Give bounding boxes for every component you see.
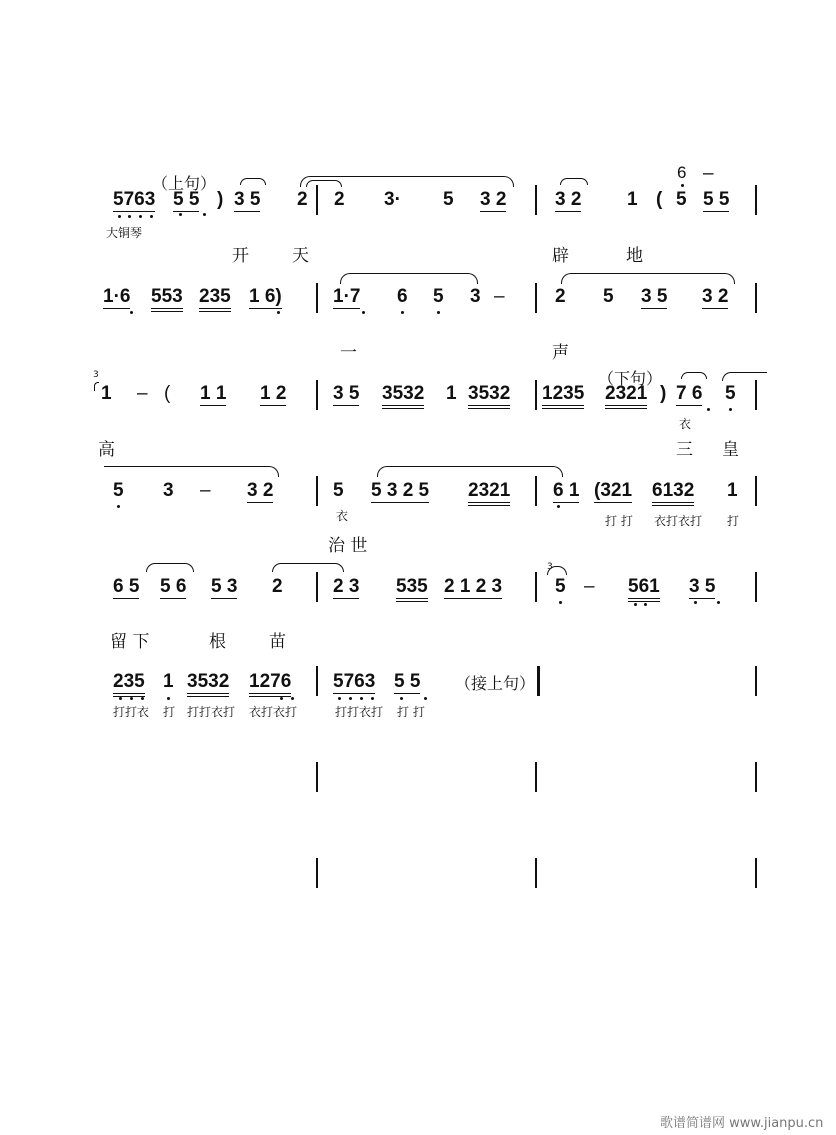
slur <box>340 273 478 284</box>
barline <box>535 476 537 506</box>
note-group: 6 1 <box>553 480 580 501</box>
perc-label: 衣打衣打 <box>249 705 298 719</box>
barline <box>755 666 757 696</box>
lyric: 苗 <box>269 632 286 652</box>
note: 6 <box>677 163 687 182</box>
note-group: 2321 <box>468 480 510 506</box>
instrument-label: 大铜琴 <box>106 226 143 240</box>
note: 5 <box>555 576 566 597</box>
note-group: 3 2 <box>555 189 582 210</box>
note-group: 1 6) <box>249 286 282 307</box>
note: 5 <box>113 480 124 501</box>
paren: ) <box>217 189 224 210</box>
note: 2 <box>334 189 345 210</box>
note-group: 3 5 <box>333 383 360 404</box>
note-group: 3 2 <box>702 286 729 307</box>
barline <box>755 185 757 215</box>
label-jie-shang-ju: （接上句） <box>455 674 536 693</box>
tie <box>306 180 342 187</box>
slur <box>681 372 707 379</box>
paren: ( <box>656 189 663 210</box>
note: 5 <box>333 480 344 501</box>
barline <box>316 283 318 313</box>
barline <box>755 476 757 506</box>
note-group: 1276 <box>249 671 291 697</box>
note-group: 7 6 <box>676 383 703 404</box>
tuplet-mark: 3 <box>93 370 99 380</box>
barline <box>316 666 318 696</box>
note-group: 561 <box>628 576 660 602</box>
paren: ) <box>660 383 667 404</box>
note-group: 235 <box>113 671 145 697</box>
note-group: 1235 <box>542 383 584 409</box>
note-group: 3 5 <box>689 576 716 597</box>
dash: – <box>494 286 505 307</box>
slur <box>561 273 735 284</box>
perc-label: 衣打衣打 <box>654 514 703 528</box>
note: 1 <box>163 671 174 692</box>
note-group: 535 <box>396 576 428 602</box>
slur <box>560 178 588 185</box>
slur <box>722 372 767 381</box>
note-group: 3532 <box>187 671 229 697</box>
lyric: 天 <box>292 246 309 266</box>
note: 5 <box>676 189 687 210</box>
note-group: 2 1 2 3 <box>444 576 503 597</box>
perc-label: 打打衣打 <box>335 705 384 719</box>
barline <box>755 572 757 602</box>
note-group: 5 5 <box>394 671 421 692</box>
tuplet-mark: 3 <box>547 562 553 572</box>
tie <box>272 563 344 572</box>
note-group: 1·7 <box>333 286 361 307</box>
note-group: 1 2 <box>260 383 287 404</box>
perc-label: 衣 <box>336 509 349 523</box>
lyric: 皇 <box>722 440 739 460</box>
lyric: 治 世 <box>328 536 368 556</box>
perc-label: 衣 <box>679 417 692 431</box>
label-xia-ju: （下句） <box>598 369 663 388</box>
note-group: 3 2 <box>480 189 507 210</box>
note-group: 2321 <box>605 383 647 409</box>
lyric: 根 <box>209 632 226 652</box>
slur <box>547 566 567 575</box>
perc-label: 打 打 <box>397 705 425 719</box>
barline <box>755 762 757 792</box>
note-group: 1·6 <box>103 286 131 307</box>
barline <box>535 762 537 792</box>
lyric: 地 <box>626 246 643 266</box>
paren: ( <box>164 383 171 404</box>
note-group: 5 3 2 5 <box>371 480 430 501</box>
slur <box>146 563 194 572</box>
note-group: 5 6 <box>160 576 187 597</box>
barline <box>535 572 537 602</box>
watermark: 歌谱简谱网 www.jianpu.cn <box>660 1116 824 1131</box>
note-group: 5763 <box>333 671 376 692</box>
note: 5 <box>443 189 454 210</box>
barline <box>535 380 537 410</box>
lyric: 辟 <box>552 246 569 266</box>
barline <box>316 185 318 215</box>
perc-label: 打打衣打 <box>187 705 236 719</box>
note-group: (321 <box>594 480 633 501</box>
dash: – <box>584 576 595 597</box>
barline <box>316 572 318 602</box>
note-group: 3 5 <box>234 189 261 210</box>
barline <box>535 185 537 215</box>
note-group: 553 <box>151 286 183 312</box>
note-group: 5 5 <box>173 189 200 210</box>
note: 2 <box>555 286 566 307</box>
note-group: 1 1 <box>200 383 227 404</box>
lyric: 声 <box>552 343 569 363</box>
note: 2 <box>272 576 283 597</box>
dash: – <box>703 163 714 184</box>
perc-label: 打 打 <box>605 514 633 528</box>
lyric: 三 <box>676 440 693 460</box>
barline <box>755 380 757 410</box>
barline <box>755 283 757 313</box>
grace-slur <box>94 382 99 391</box>
barline <box>316 380 318 410</box>
note: 1 <box>446 383 457 404</box>
note: 5 <box>603 286 614 307</box>
note: 3 <box>163 480 174 501</box>
lyric: 留 下 <box>110 632 150 652</box>
note-group: 235 <box>199 286 231 312</box>
lyric: 高 <box>98 440 115 460</box>
barline <box>755 858 757 888</box>
lyric: 一 <box>340 343 357 363</box>
lyric: 开 <box>232 246 249 266</box>
label-shang-ju: （上句） <box>152 174 217 193</box>
note: 6 <box>397 286 408 307</box>
note-group: 5763 <box>113 189 156 210</box>
note-group: 5 3 <box>211 576 238 597</box>
slur <box>104 466 279 477</box>
note-group: 5 5 <box>703 189 730 210</box>
note-group: 3 2 <box>247 480 274 501</box>
note-group: 3532 <box>468 383 510 409</box>
barline <box>316 476 318 506</box>
slur <box>240 178 266 185</box>
note-group: 3 5 <box>641 286 668 307</box>
note: 5 <box>725 383 736 404</box>
note-group: 6 5 <box>113 576 140 597</box>
note: 1 <box>627 189 638 210</box>
note: 5 <box>433 286 444 307</box>
barline <box>535 858 537 888</box>
note: 1 <box>101 383 112 404</box>
dash: – <box>137 383 148 404</box>
final-barline <box>537 666 540 696</box>
barline <box>316 858 318 888</box>
dash: – <box>200 480 211 501</box>
note-group: 6132 <box>652 480 694 506</box>
note: 2 <box>297 189 308 210</box>
note: 1 <box>727 480 738 501</box>
barline <box>535 283 537 313</box>
note-group: 2 3 <box>333 576 360 597</box>
note-group: 3532 <box>382 383 424 409</box>
barline <box>316 762 318 792</box>
note: 3 <box>470 286 481 307</box>
note: 3· <box>384 189 401 210</box>
perc-label: 打 <box>727 514 740 528</box>
perc-label: 打打衣 <box>113 705 150 719</box>
perc-label: 打 <box>163 705 176 719</box>
